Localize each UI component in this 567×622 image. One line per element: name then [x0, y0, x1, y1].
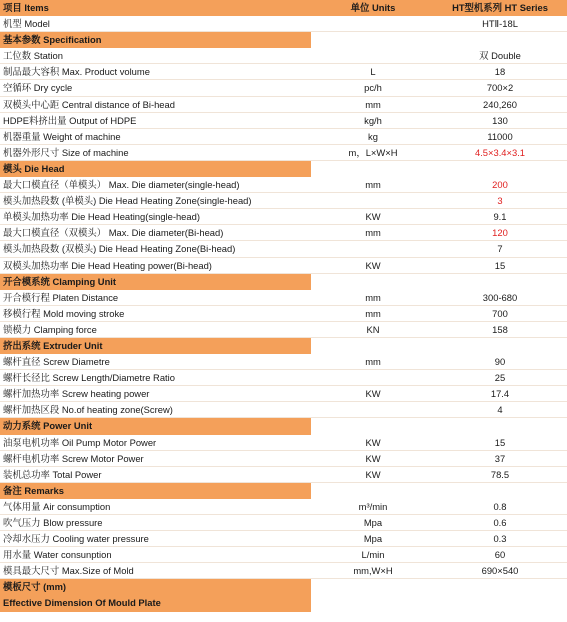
row-value: 300-680	[482, 291, 518, 303]
row-value: 78.5	[490, 468, 510, 480]
table-row	[0, 258, 567, 274]
row-item: 锁模力 Clamping force	[3, 323, 97, 335]
table-row	[0, 435, 567, 451]
section-header-row	[0, 418, 567, 434]
row-item: 最大口模直径（单模头） Max. Die diameter(single-head)	[3, 179, 240, 191]
row-item: 用水量 Water consunption	[3, 549, 112, 561]
header-series: HT型机系列 HT Series	[452, 2, 548, 13]
row-item: 移模行程 Mold moving stroke	[3, 307, 125, 319]
row-value: 双 Double	[479, 50, 521, 62]
row-value: 15	[494, 436, 506, 448]
table-row	[0, 129, 567, 145]
row-value: 25	[494, 372, 506, 384]
row-item: 机型 Model	[3, 18, 50, 30]
row-unit: KW	[365, 452, 381, 464]
row-item: 吹气压力 Blow pressure	[3, 517, 103, 528]
row-unit: KW	[365, 211, 381, 223]
table-row	[0, 48, 567, 64]
row-unit: mm	[365, 179, 381, 191]
row-unit: L/min	[361, 549, 385, 561]
row-unit: Mpa	[363, 517, 383, 528]
row-item: 螺杆电机功率 Screw Motor Power	[3, 452, 144, 464]
row-unit: pc/h	[364, 82, 382, 94]
row-item: 模具最大尺寸 Max.Size of Mold	[3, 565, 134, 577]
table-row	[0, 209, 567, 225]
table-row	[0, 386, 567, 402]
row-value: 0.6	[493, 517, 507, 528]
row-value: 130	[492, 114, 508, 126]
row-unit: KW	[365, 388, 381, 400]
row-value: 690×540	[481, 565, 519, 577]
row-unit: m³/min	[358, 500, 388, 512]
row-item: 装机总功率 Total Power	[3, 468, 102, 480]
table-row	[0, 290, 567, 306]
row-item: 螺杆加热功率 Screw heating power	[3, 388, 150, 400]
row-item: 油泵电机功率 Oil Pump Motor Power	[3, 436, 157, 448]
row-value: 240,260	[483, 98, 517, 110]
row-value: 17.4	[490, 388, 510, 400]
row-value: 18	[494, 66, 506, 78]
table-row	[0, 306, 567, 322]
table-row	[0, 547, 567, 563]
row-value: 15	[494, 259, 506, 271]
table-row	[0, 322, 567, 338]
row-unit: mm	[365, 307, 381, 319]
table-row	[0, 467, 567, 483]
section-header-row	[0, 579, 567, 595]
row-unit: mm,W×H	[353, 565, 393, 577]
table-row	[0, 97, 567, 113]
section-title: 基本参数 Specification	[3, 34, 102, 46]
table-row	[0, 402, 567, 418]
row-item: 模头加热段数 (双模头) Die Head Heating Zone(Bi-head)	[3, 243, 236, 255]
table-row	[0, 193, 567, 209]
table-row	[0, 499, 567, 515]
row-unit: KW	[365, 468, 381, 480]
row-unit: kg	[368, 130, 378, 142]
row-value: 700	[492, 307, 508, 319]
section-header-row	[0, 595, 567, 611]
row-value: 90	[494, 356, 506, 368]
row-item: 模头加热段数 (单模头) Die Head Heating Zone(single-head)	[3, 195, 252, 207]
row-value: 120	[492, 227, 508, 239]
row-value: HTⅡ-18L	[482, 18, 518, 30]
row-item: 双模头中心距 Central distance of Bi-head	[3, 98, 175, 110]
row-value: 37	[494, 452, 506, 464]
row-item: 机器重量 Weight of machine	[3, 130, 121, 142]
table-row	[0, 354, 567, 370]
section-title: 模板尺寸 (mm)	[3, 581, 67, 593]
row-unit: mm	[365, 291, 381, 303]
row-unit: mm	[365, 356, 381, 368]
section-header-row	[0, 32, 567, 48]
table-row	[0, 64, 567, 80]
table-row	[0, 80, 567, 96]
table-row	[0, 225, 567, 241]
row-unit: KW	[365, 259, 381, 271]
row-unit: KW	[365, 436, 381, 448]
row-unit: KN	[366, 323, 380, 335]
section-header-row	[0, 338, 567, 354]
header-units: 单位 Units	[350, 2, 396, 13]
table-row	[0, 563, 567, 579]
table-row	[0, 515, 567, 531]
section-title: 模头 Die Head	[3, 162, 65, 174]
row-value: 7	[497, 243, 503, 255]
row-value: 3	[497, 195, 503, 207]
section-header-row	[0, 483, 567, 499]
row-value: 158	[492, 323, 508, 335]
row-item: 制品最大容积 Max. Product volume	[3, 66, 150, 78]
table-row	[0, 241, 567, 257]
row-value: 0.8	[493, 500, 507, 512]
section-title: 备注 Remarks	[3, 484, 64, 496]
row-item: 螺杆长径比 Screw Length/Diametre Ratio	[3, 372, 175, 384]
table-row	[0, 531, 567, 547]
row-item: HDPE料挤出量 Output of HDPE	[3, 114, 137, 126]
row-unit: mm	[365, 98, 381, 110]
section-title: 动力系统 Power Unit	[3, 420, 93, 432]
row-value: 4	[497, 404, 503, 416]
section-title: Effective Dimension Of Mould Plate	[3, 597, 161, 609]
row-value: 700×2	[486, 82, 514, 94]
section-title: 挤出系统 Extruder Unit	[3, 339, 103, 351]
row-value: 200	[492, 179, 508, 191]
row-item: 螺杆加热区段 No.of heating zone(Screw)	[3, 404, 173, 416]
row-unit: kg/h	[364, 114, 382, 126]
row-item: 双模头加热功率 Die Head Heating power(Bi-head)	[3, 259, 212, 271]
table-row	[0, 16, 567, 32]
row-item: 机器外形尺寸 Size of machine	[3, 146, 129, 158]
table-row	[0, 451, 567, 467]
row-item: 螺杆直径 Screw Diametre	[3, 356, 110, 368]
row-value: 9.1	[493, 211, 507, 223]
section-header-row	[0, 161, 567, 177]
table-row	[0, 145, 567, 161]
row-item: 开合模行程 Platen Distance	[3, 291, 119, 303]
header-items: 项目 Items	[3, 2, 49, 13]
table-row	[0, 370, 567, 386]
row-value: 11000	[487, 130, 513, 142]
section-header-row	[0, 274, 567, 290]
row-unit: L	[370, 66, 376, 78]
section-title: 开合模系统 Clamping Unit	[3, 275, 117, 287]
row-value: 60	[494, 549, 506, 561]
row-item: 最大口模直径（双模头） Max. Die diameter(Bi-head)	[3, 227, 224, 239]
row-item: 工位数 Station	[3, 50, 63, 62]
row-item: 冷却水压力 Cooling water pressure	[3, 533, 149, 545]
row-unit: Mpa	[363, 533, 383, 545]
row-unit: mm	[365, 227, 381, 239]
row-item: 气体用量 Air consumption	[3, 500, 111, 512]
row-item: 空循环 Dry cycle	[3, 82, 73, 94]
table-header-row	[0, 0, 567, 16]
row-value: 0.3	[493, 533, 507, 545]
table-row	[0, 113, 567, 129]
row-item: 单模头加热功率 Die Head Heating(single-head)	[3, 211, 200, 223]
row-value: 4.5×3.4×3.1	[474, 146, 526, 158]
row-unit: m，L×W×H	[348, 146, 398, 158]
table-row	[0, 177, 567, 193]
table-body	[0, 16, 567, 611]
